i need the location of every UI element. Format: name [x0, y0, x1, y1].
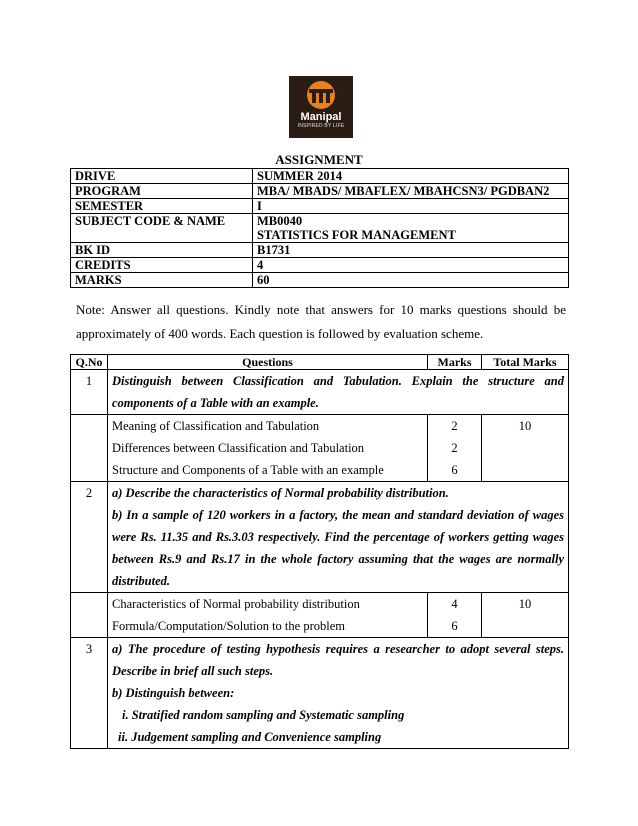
total-marks: 10 [482, 593, 569, 638]
info-row-semester [71, 199, 569, 214]
question-row-2 [71, 482, 569, 593]
info-label: BK ID [71, 243, 253, 258]
question-part-a: a) The procedure of testing hypothesis requires a researcher to adopt several steps. Describe in brief all such steps. [112, 642, 564, 678]
question-part-b: b) Distinguish between: [112, 686, 235, 700]
criteria-mark: 4 [451, 597, 458, 611]
header-marks: Marks [428, 355, 482, 370]
info-label: SUBJECT CODE & NAME [71, 214, 253, 243]
criteria-item: Meaning of Classification and Tabulation [112, 419, 320, 433]
page-title: ASSIGNMENT [275, 152, 363, 167]
info-label: DRIVE [71, 169, 253, 184]
criteria-item: Differences between Classification and Tabulation [112, 441, 365, 455]
table-header-row [71, 355, 569, 370]
info-row-bkid [71, 243, 569, 258]
criteria-row-2 [71, 593, 569, 638]
total-marks: 10 [482, 415, 569, 482]
subject-code: MB0040 [257, 214, 303, 228]
question-row-3 [71, 638, 569, 749]
instructions-note: Note: Answer all questions. Kindly note that answers for 10 marks questions should be approximately of 400 words. Each question is followed by evaluation scheme. [76, 302, 566, 341]
info-row-subject [71, 214, 569, 243]
criteria-list [108, 415, 428, 482]
question-number: 2 [71, 482, 108, 593]
question-part-b: b) In a sample of 120 workers in a factory, the mean and standard deviation of wages were Rs. 11.35 and Rs.3.03 respectively. Find the percentage of workers getting wages between Rs.9 and Rs.17 in the whole factory assuming that the wages are normally distributed. [112, 508, 564, 588]
info-value: 60 [253, 273, 569, 288]
questions-table [70, 354, 569, 749]
info-row-drive [71, 169, 569, 184]
info-value: MBA/ MBADS/ MBAFLEX/ MBAHCSN3/ PGDBAN2 [253, 184, 569, 199]
manipal-emblem-icon [301, 80, 341, 110]
criteria-item: Formula/Computation/Solution to the problem [112, 619, 345, 633]
blank-cell [71, 593, 108, 638]
info-value: I [253, 199, 569, 214]
info-row-program [71, 184, 569, 199]
info-value-subject [253, 214, 569, 243]
info-label: PROGRAM [71, 184, 253, 199]
criteria-row-1 [71, 415, 569, 482]
header-questions: Questions [108, 355, 428, 370]
criteria-mark: 2 [451, 441, 458, 455]
question-sub-i: i. Stratified random sampling and Systematic sampling [122, 708, 405, 722]
logo-tagline: INSPIRED BY LIFE [297, 123, 345, 129]
criteria-item: Characteristics of Normal probability distribution [112, 597, 360, 611]
info-value: SUMMER 2014 [253, 169, 569, 184]
criteria-list [108, 593, 428, 638]
question-number: 3 [71, 638, 108, 749]
info-value: B1731 [253, 243, 569, 258]
info-label: CREDITS [71, 258, 253, 273]
header-total-marks: Total Marks [482, 355, 569, 370]
criteria-mark: 6 [451, 463, 458, 477]
criteria-mark: 2 [451, 419, 458, 433]
question-number: 1 [71, 370, 108, 415]
manipal-logo [289, 76, 353, 138]
assignment-info-table [70, 168, 569, 288]
criteria-marks [428, 593, 482, 638]
question-text: Distinguish between Classification and Tabulation. Explain the structure and components of a Table with an example. [108, 370, 569, 415]
info-row-marks [71, 273, 569, 288]
logo-name: Manipal [300, 111, 342, 123]
info-value: 4 [253, 258, 569, 273]
criteria-mark: 6 [451, 619, 458, 633]
header-qno: Q.No [71, 355, 108, 370]
info-label: SEMESTER [71, 199, 253, 214]
criteria-marks [428, 415, 482, 482]
criteria-item: Structure and Components of a Table with an example [112, 463, 384, 477]
info-label: MARKS [71, 273, 253, 288]
question-text [108, 482, 569, 593]
question-part-a: a) Describe the characteristics of Normal probability distribution. [112, 486, 449, 500]
question-row-1 [71, 370, 569, 415]
blank-cell [71, 415, 108, 482]
question-sub-ii: ii. Judgement sampling and Convenience sampling [118, 730, 382, 744]
question-text [108, 638, 569, 749]
subject-name: STATISTICS FOR MANAGEMENT [257, 228, 456, 242]
info-row-credits [71, 258, 569, 273]
